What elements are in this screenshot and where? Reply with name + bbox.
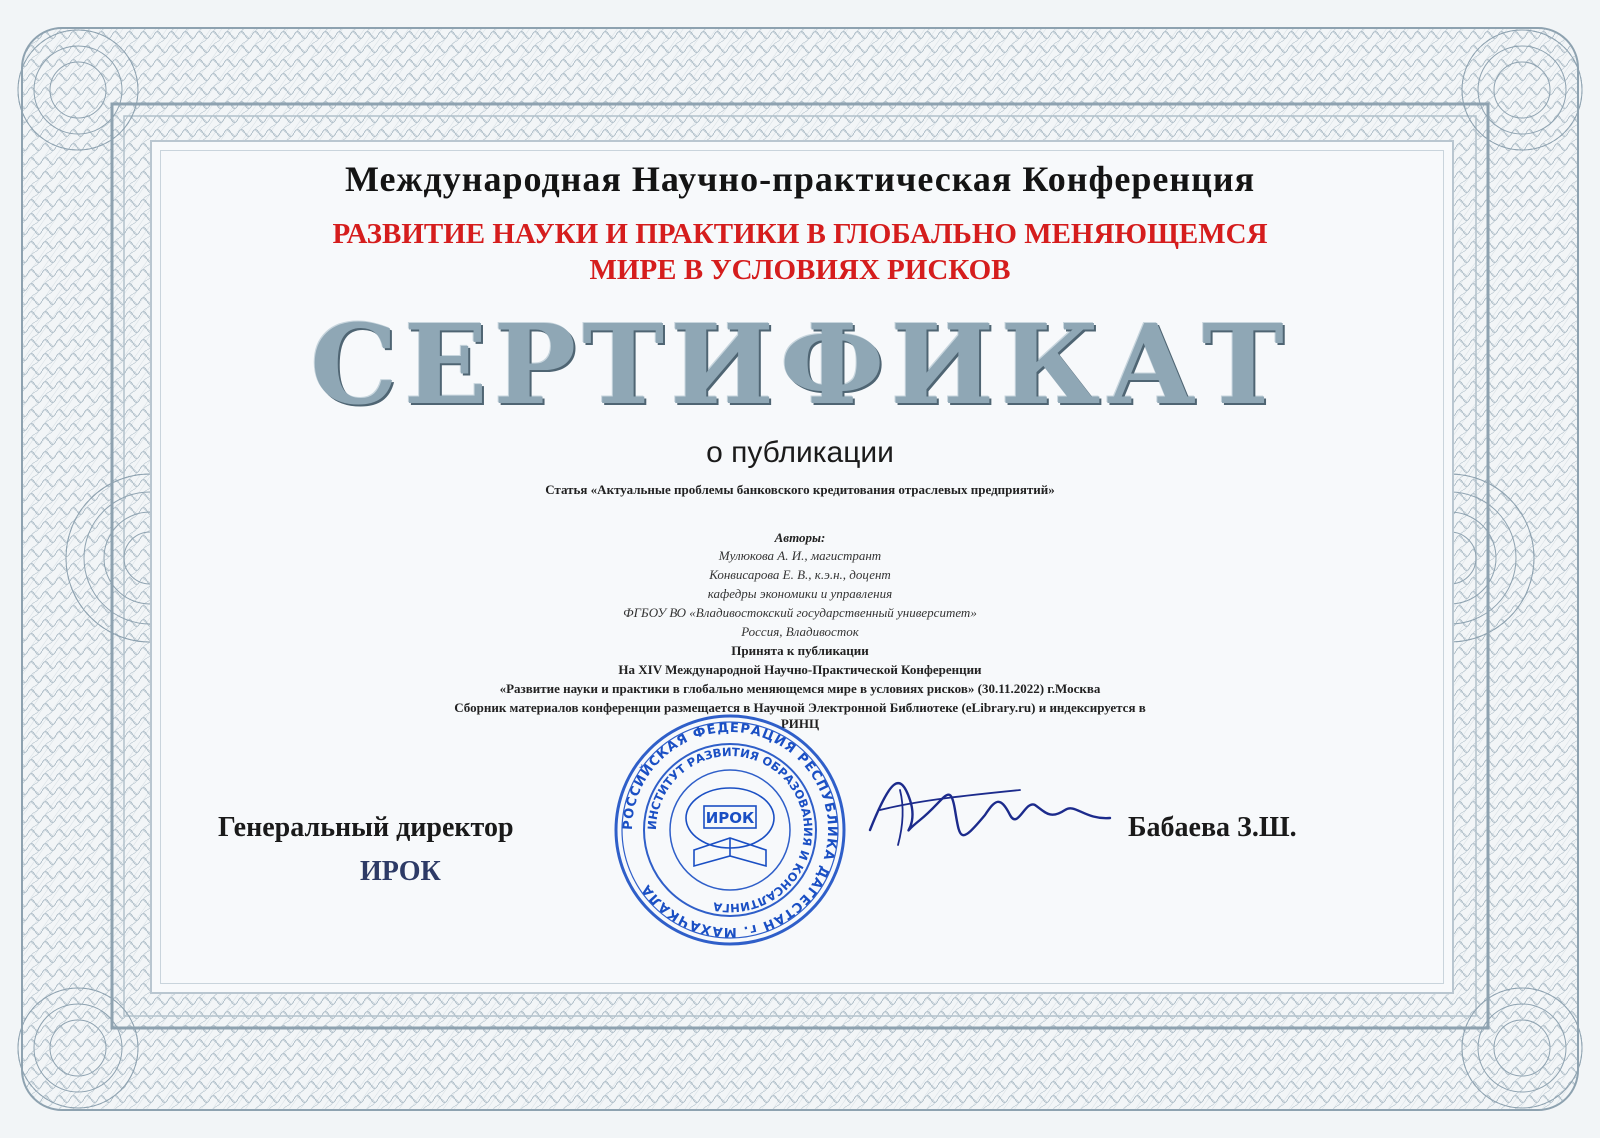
author-line: Мулюкова А. И., магистрант [718, 548, 882, 563]
author-line: ФГБОУ ВО «Владивостокский государственный университет» [623, 605, 977, 620]
conference-theme-line-1: РАЗВИТИЕ НАУКИ И ПРАКТИКИ В ГЛОБАЛЬНО МЕНЯЮЩЕМСЯ [332, 218, 1268, 250]
author-line: Конвисарова Е. В., к.э.н., доцент [709, 567, 891, 582]
signer-organization: ИРОК [360, 856, 441, 887]
certificate-heading: СЕРТИФИКАТ [310, 300, 1290, 429]
indexing-note-rinc: РИНЦ [780, 716, 820, 731]
official-stamp [610, 710, 850, 950]
conference-reference: На XIV Международной Научно-Практической Конференции [618, 662, 982, 677]
accepted-label: Принята к публикации [731, 643, 869, 658]
certificate-subheading: о публикации [706, 436, 894, 469]
director-signature [860, 760, 1120, 860]
author-line: кафедры экономики и управления [707, 586, 893, 601]
signer-position: Генеральный директор [218, 812, 514, 843]
indexing-note: Сборник материалов конференции размещается в Научной Электронной Библиотеке (eLibrary.ru) и индексируется в [454, 700, 1146, 715]
conference-theme-line-2: МИРЕ В УСЛОВИЯХ РИСКОВ [589, 254, 1011, 286]
authors-label: Авторы: [774, 530, 826, 545]
conference-full-name: «Развитие науки и практики в глобально меняющемся мире в условиях рисков» (30.11.2022) г.Москва [499, 681, 1101, 696]
stamp-inner-text: ИНСТИТУТ РАЗВИТИЯ ОБРАЗОВАНИЯ И КОНСАЛТИНГА [644, 744, 816, 916]
signer-name: Бабаева З.Ш. [1128, 812, 1297, 843]
author-line: Россия, Владивосток [741, 624, 859, 639]
stamp-outer-text: РОССИЙСКАЯ ФЕДЕРАЦИЯ РЕСПУБЛИКА ДАГЕСТАН г. МАХАЧКАЛА [620, 720, 840, 940]
stamp-center-text: ИРОК [705, 809, 755, 827]
conference-theme [150, 216, 1450, 288]
conference-title: Международная Научно-практическая Конференция [344, 159, 1256, 199]
article-title: Статья «Актуальные проблемы банковского кредитования отраслевых предприятий» [545, 482, 1055, 497]
